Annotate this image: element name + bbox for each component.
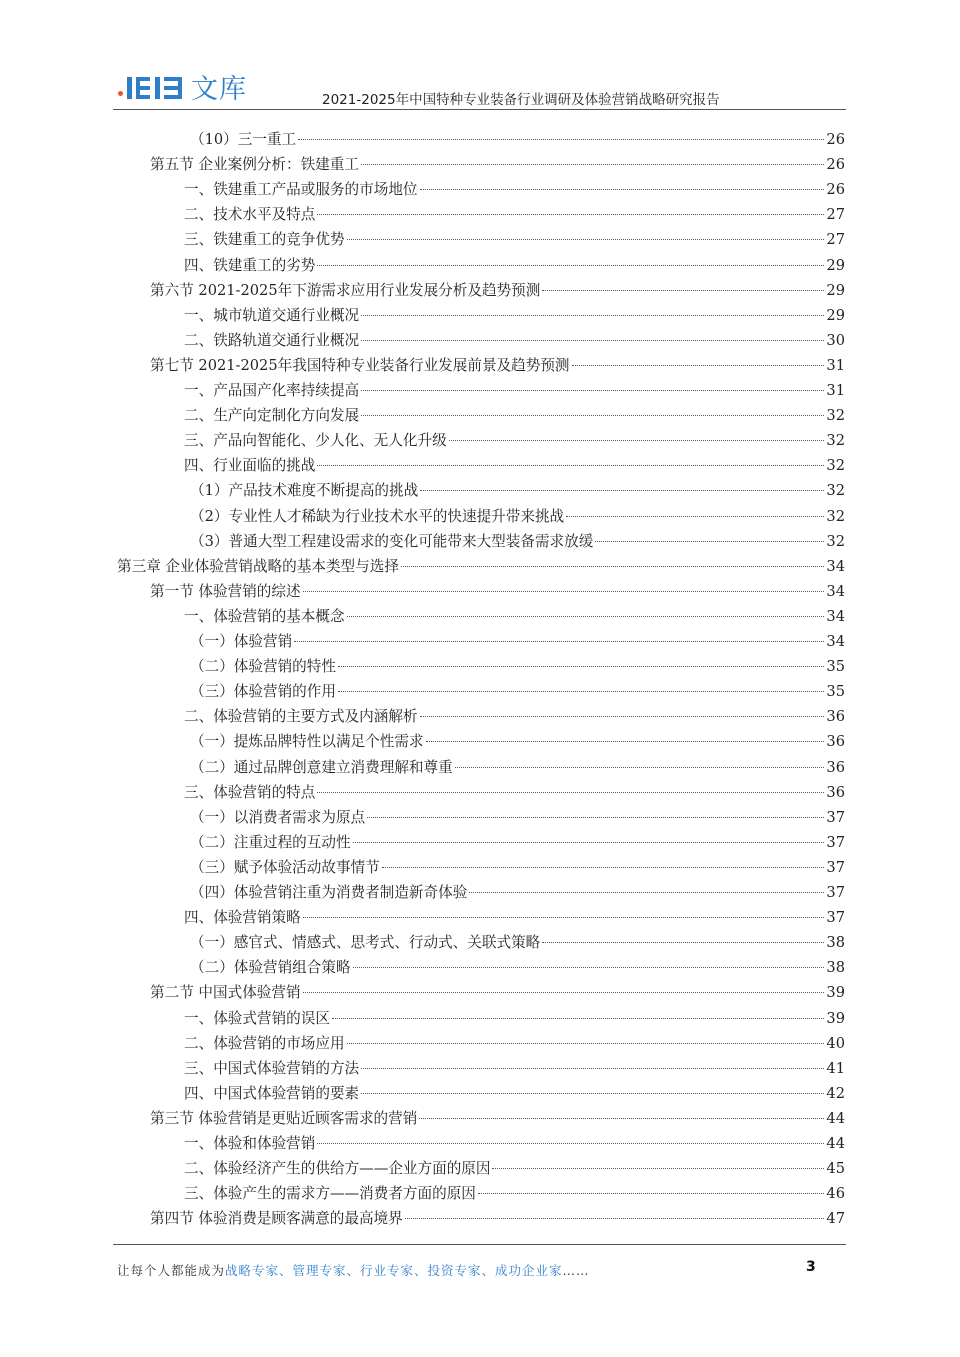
toc-entry-page: 37 [826,884,845,901]
toc-entry-label: 一、产品国产化率持续提高 [184,382,360,399]
toc-entry[interactable] [184,1056,845,1081]
toc-entry-page: 40 [826,1035,845,1052]
toc-entry-label: （一）提炼品牌特性以满足个性需求 [190,733,424,750]
toc-entry-label: 四、中国式体验营销的要素 [184,1085,360,1102]
toc-leader-dots [361,164,824,165]
slogan-prefix: 让每个人都能成为 [117,1263,226,1278]
toc-entry[interactable] [184,1156,845,1181]
toc-entry-label: 三、产品向智能化、少人化、无人化升级 [184,432,447,449]
toc-entry-label: （三）体验营销的作用 [190,683,336,700]
toc-entry[interactable] [190,654,845,679]
toc-entry-page: 36 [826,784,845,801]
toc-leader-dots [353,842,825,843]
toc-entry[interactable] [184,704,845,729]
toc-leader-dots [338,691,824,692]
toc-entry-page: 47 [826,1210,845,1227]
toc-entry[interactable] [150,1106,845,1131]
toc-entry[interactable] [190,755,845,780]
toc-entry-page: 29 [826,257,845,274]
toc-leader-dots [361,1068,824,1069]
toc-entry-label: （10）三一重工 [190,131,297,148]
toc-entry[interactable] [117,554,845,579]
toc-entry-label: （2）专业性人才稀缺为行业技术水平的快速提升带来挑战 [190,508,565,525]
toc-leader-dots [401,566,824,567]
toc-leader-dots [595,541,824,542]
toc-leader-dots [420,716,825,717]
toc-entry[interactable] [184,303,845,328]
toc-entry[interactable] [150,152,845,177]
toc-leader-dots [572,365,825,366]
toc-leader-dots [542,942,824,943]
toc-leader-dots [298,139,824,140]
logo-mark-icon [127,71,185,101]
toc-leader-dots [347,1043,825,1044]
toc-entry-page: 44 [826,1135,845,1152]
toc-leader-dots [449,440,825,441]
toc-leader-dots [317,465,824,466]
toc-leader-dots [361,340,824,341]
toc-leader-dots [420,490,824,491]
toc-entry-page: 26 [826,131,845,148]
toc-entry-label: 第三节 体验营销是更贴近顾客需求的营销 [150,1110,418,1127]
toc-leader-dots [317,265,824,266]
brand-logo [118,68,247,104]
toc-entry[interactable] [190,930,845,955]
toc-entry-label: 第六节 2021-2025年下游需求应用行业发展分析及趋势预测 [150,282,541,299]
toc-leader-dots [361,315,824,316]
toc-leader-dots [478,1193,825,1194]
toc-entry-label: （3）普通大型工程建设需求的变化可能带来大型装备需求放缓 [190,533,594,550]
toc-entry-page: 34 [826,633,845,650]
toc-entry-label: 第一节 体验营销的综述 [150,583,301,600]
toc-entry[interactable] [184,403,845,428]
toc-leader-dots [426,741,825,742]
toc-leader-dots [303,591,825,592]
toc-leader-dots [492,1168,824,1169]
toc-leader-dots [361,1093,824,1094]
toc-entry-page: 37 [826,834,845,851]
toc-leader-dots [338,666,824,667]
toc-entry-page: 34 [826,608,845,625]
toc-entry[interactable] [184,905,845,930]
toc-leader-dots [382,867,825,868]
toc-entry[interactable] [190,629,845,654]
toc-leader-dots [361,415,824,416]
toc-leader-dots [361,390,824,391]
toc-entry[interactable] [184,253,845,278]
toc-entry-page: 35 [826,658,845,675]
toc-leader-dots [566,516,824,517]
toc-entry-label: 一、体验营销的基本概念 [184,608,345,625]
toc-entry-label: 第五节 企业案例分析：铁建重工 [150,156,359,173]
toc-entry-page: 36 [826,733,845,750]
toc-leader-dots [420,189,825,190]
slogan-highlight: 战略专家、管理专家、行业专家、投资专家、成功企业家 [225,1263,563,1278]
toc-entry-label: 二、体验营销的市场应用 [184,1035,345,1052]
toc-entry[interactable] [184,1131,845,1156]
toc-entry-page: 37 [826,859,845,876]
toc-leader-dots [405,1218,825,1219]
toc-entry-label: 第三章 企业体验营销战略的基本类型与选择 [117,558,399,575]
header-divider [113,109,846,110]
page-number: 3 [806,1259,816,1275]
toc-entry[interactable] [184,604,845,629]
toc-entry-page: 34 [826,583,845,600]
toc-entry-label: （二）通过品牌创意建立消费理解和尊重 [190,759,453,776]
toc-entry-page: 32 [826,533,845,550]
toc-entry-label: 第四节 体验消费是顾客满意的最高境界 [150,1210,403,1227]
toc-entry-page: 37 [826,809,845,826]
toc-leader-dots [419,1118,824,1119]
toc-entry-page: 46 [826,1185,845,1202]
toc-entry-label: （一）体验营销 [190,633,293,650]
toc-leader-dots [294,641,824,642]
toc-entry-page: 30 [826,332,845,349]
toc-entry-page: 38 [826,934,845,951]
footer-divider [113,1244,846,1245]
toc-leader-dots [317,1143,824,1144]
toc-entry-label: 一、城市轨道交通行业概况 [184,307,360,324]
toc-entry-page: 32 [826,457,845,474]
toc-entry-label: 四、行业面临的挑战 [184,457,316,474]
toc-entry-page: 39 [826,1010,845,1027]
toc-entry-page: 45 [826,1160,845,1177]
toc-entry[interactable] [190,478,845,503]
toc-entry-page: 32 [826,407,845,424]
toc-entry-label: 二、体验营销的主要方式及内涵解析 [184,708,418,725]
toc-entry[interactable] [184,177,845,202]
document-title: 2021-2025年中国特种专业装备行业调研及体验营销战略研究报告 [322,92,720,108]
toc-entry-label: 四、体验营销策略 [184,909,301,926]
toc-entry-page: 26 [826,156,845,173]
toc-entry[interactable] [184,1031,845,1056]
toc-entry-page: 36 [826,708,845,725]
toc-entry-page: 32 [826,482,845,499]
toc-entry[interactable] [150,579,845,604]
toc-leader-dots [469,892,824,893]
toc-entry-page: 29 [826,307,845,324]
toc-entry-page: 29 [826,282,845,299]
toc-entry[interactable] [184,453,845,478]
toc-entry-label: 四、铁建重工的劣势 [184,257,316,274]
toc-entry-label: 第二节 中国式体验营销 [150,984,301,1001]
toc-entry-page: 31 [826,382,845,399]
toc-entry-label: 三、中国式体验营销的方法 [184,1060,360,1077]
toc-entry-label: 二、生产向定制化方向发展 [184,407,360,424]
toc-entry-page: 32 [826,508,845,525]
toc-entry-label: （二）注重过程的互动性 [190,834,351,851]
toc-entry[interactable] [190,529,845,554]
toc-entry-page: 26 [826,181,845,198]
toc-entry[interactable] [190,127,845,152]
toc-entry[interactable] [184,780,845,805]
toc-entry-page: 31 [826,357,845,374]
logo-dot-icon [118,91,123,96]
toc-leader-dots [347,616,825,617]
toc-leader-dots [317,214,824,215]
toc-entry[interactable] [190,504,845,529]
toc-entry-page: 44 [826,1110,845,1127]
toc-entry-label: 二、技术水平及特点 [184,206,316,223]
toc-entry[interactable] [190,805,845,830]
toc-entry-label: 三、体验产生的需求方——消费者方面的原因 [184,1185,476,1202]
toc-entry-page: 32 [826,432,845,449]
toc-entry[interactable] [184,1081,845,1106]
toc-entry[interactable] [190,855,845,880]
toc-entry[interactable] [150,353,845,378]
toc-entry[interactable] [184,378,845,403]
toc-entry-label: 二、体验经济产生的供给方——企业方面的原因 [184,1160,491,1177]
slogan-suffix: …… [562,1263,590,1278]
toc-entry[interactable] [150,1206,845,1231]
toc-entry-page: 37 [826,909,845,926]
toc-entry-label: （二）体验营销组合策略 [190,959,351,976]
toc-entry-label: （一）感官式、情感式、思考式、行动式、关联式策略 [190,934,541,951]
toc-leader-dots [347,239,825,240]
toc-entry[interactable] [150,278,845,303]
toc-entry[interactable] [184,1006,845,1031]
toc-entry-page: 27 [826,231,845,248]
toc-entry-label: 三、体验营销的特点 [184,784,316,801]
toc-entry-page: 27 [826,206,845,223]
toc-leader-dots [332,1018,824,1019]
footer-slogan [117,1261,590,1279]
toc-leader-dots [303,917,825,918]
toc-leader-dots [542,290,824,291]
toc-entry-label: 第七节 2021-2025年我国特种专业装备行业发展前景及趋势预测 [150,357,570,374]
toc-entry[interactable] [184,1181,845,1206]
toc-entry-label: 一、铁建重工产品或服务的市场地位 [184,181,418,198]
toc-entry[interactable] [150,980,845,1005]
toc-entry-label: 一、体验式营销的误区 [184,1010,330,1027]
toc-entry[interactable] [184,328,845,353]
toc-entry-label: （三）赋予体验活动故事情节 [190,859,380,876]
toc-entry[interactable] [190,955,845,980]
toc-entry-page: 41 [826,1060,845,1077]
toc-entry-label: （1）产品技术难度不断提高的挑战 [190,482,419,499]
logo-text: 文库 [191,73,247,105]
toc-entry[interactable] [190,729,845,754]
toc-entry[interactable] [184,428,845,453]
toc-entry-page: 39 [826,984,845,1001]
toc-entry[interactable] [190,679,845,704]
toc-entry-page: 42 [826,1085,845,1102]
toc-entry-label: （二）体验营销的特性 [190,658,336,675]
toc-entry-label: 一、体验和体验营销 [184,1135,316,1152]
toc-entry[interactable] [190,830,845,855]
toc-leader-dots [303,992,825,993]
toc-entry-page: 36 [826,759,845,776]
toc-leader-dots [455,767,825,768]
toc-entry-label: （一）以消费者需求为原点 [190,809,366,826]
toc-entry-label: 三、铁建重工的竞争优势 [184,231,345,248]
toc-leader-dots [317,792,824,793]
toc-leader-dots [353,967,825,968]
toc-entry[interactable] [184,202,845,227]
toc-entry-page: 35 [826,683,845,700]
toc-entry-page: 38 [826,959,845,976]
toc-entry-label: 二、铁路轨道交通行业概况 [184,332,360,349]
toc-entry[interactable] [184,227,845,252]
toc-entry[interactable] [190,880,845,905]
toc-leader-dots [367,817,824,818]
toc-entry-label: （四）体验营销注重为消费者制造新奇体验 [190,884,468,901]
toc-entry-page: 34 [826,558,845,575]
